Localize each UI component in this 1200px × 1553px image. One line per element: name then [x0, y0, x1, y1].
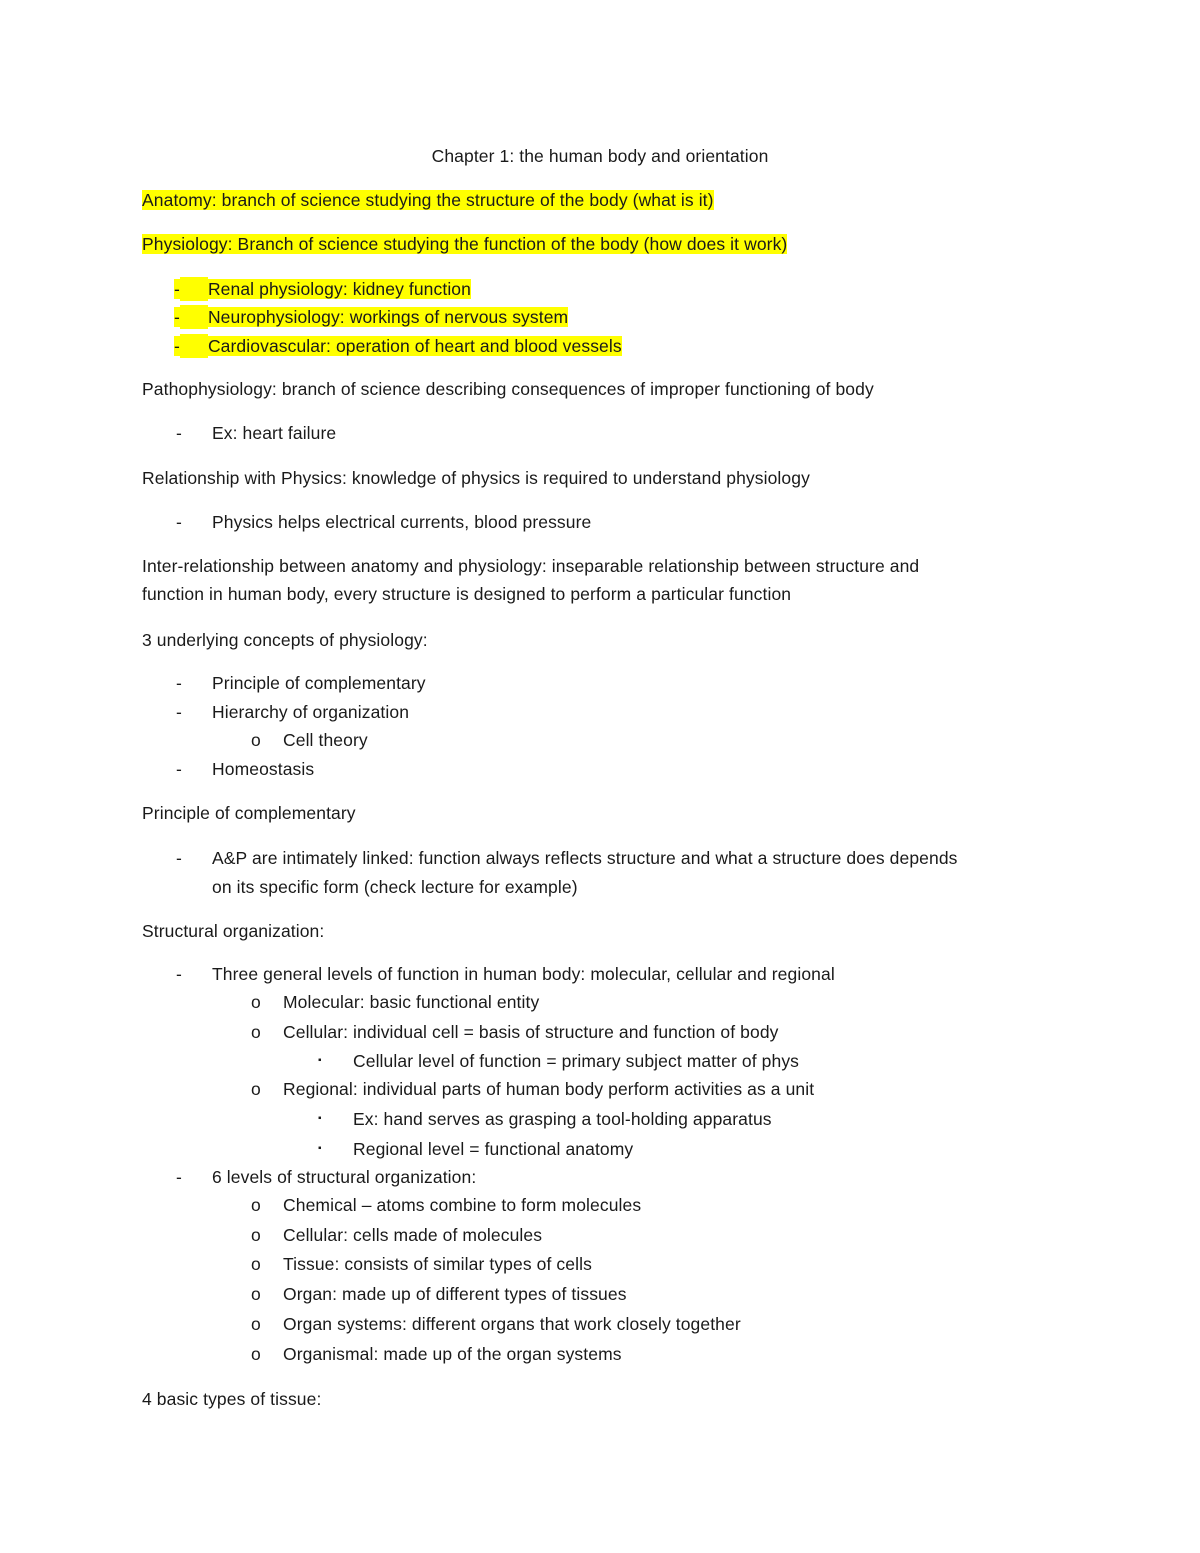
- list-item: Principle of complementary: [212, 673, 426, 693]
- bullet-circle: o: [251, 1079, 261, 1099]
- bullet-circle: o: [251, 1254, 261, 1274]
- concepts-heading: 3 underlying concepts of physiology:: [142, 630, 428, 650]
- list-item: Renal physiology: kidney function: [207, 279, 471, 299]
- list-item: Molecular: basic functional entity: [283, 992, 540, 1012]
- bullet-square: ▪: [318, 1113, 322, 1124]
- bullet-dash: -: [174, 336, 180, 356]
- bullet-dash: -: [176, 964, 182, 984]
- bullet-circle: o: [251, 992, 261, 1012]
- list-item: Organ: made up of different types of tissues: [283, 1284, 627, 1304]
- list-item: Three general levels of function in human body: molecular, cellular and regional: [212, 964, 835, 984]
- bullet-dash: -: [176, 702, 182, 722]
- bullet-circle: o: [251, 1314, 261, 1334]
- list-item: A&P are intimately linked: function always reflects structure and what a structure does depends: [212, 848, 958, 868]
- bullet-circle: o: [251, 1344, 261, 1364]
- list-item: Ex: heart failure: [212, 423, 337, 443]
- bullet-dash: -: [176, 423, 182, 443]
- bullet-circle: o: [251, 1284, 261, 1304]
- bullet-dash: -: [174, 307, 180, 327]
- list-item: Physics helps electrical currents, blood pressure: [212, 512, 592, 532]
- bullet-square: ▪: [318, 1055, 322, 1066]
- list-item: Cell theory: [283, 730, 368, 750]
- complementary-heading: Principle of complementary: [142, 803, 356, 823]
- list-item: Ex: hand serves as grasping a tool-holding apparatus: [353, 1109, 772, 1129]
- bullet-dash: -: [176, 512, 182, 532]
- list-item: Tissue: consists of similar types of cells: [283, 1254, 592, 1274]
- structural-heading: Structural organization:: [142, 921, 325, 941]
- physics-relationship: Relationship with Physics: knowledge of physics is required to understand physiology: [142, 468, 810, 488]
- bullet-dash: -: [174, 279, 180, 299]
- tissue-heading: 4 basic types of tissue:: [142, 1389, 322, 1409]
- list-item: Organismal: made up of the organ systems: [283, 1344, 622, 1364]
- list-item: Cellular: individual cell = basis of structure and function of body: [283, 1022, 779, 1042]
- pathophysiology-definition: Pathophysiology: branch of science describing consequences of improper functioning of body: [142, 379, 874, 399]
- list-item: Cardiovascular: operation of heart and blood vessels: [207, 336, 622, 356]
- interrelationship-paragraph-cont: function in human body, every structure is designed to perform a particular function: [142, 584, 792, 604]
- bullet-circle: o: [251, 1225, 261, 1245]
- list-item: Cellular: cells made of molecules: [283, 1225, 543, 1245]
- physiology-definition: Physiology: Branch of science studying the function of the body (how does it work): [142, 234, 788, 254]
- bullet-square: ▪: [318, 1143, 322, 1154]
- list-item: Neurophysiology: workings of nervous system: [207, 307, 569, 327]
- bullet-dash: -: [176, 759, 182, 779]
- list-item: Hierarchy of organization: [212, 702, 410, 722]
- list-item: Organ systems: different organs that work closely together: [283, 1314, 741, 1334]
- list-item: Regional: individual parts of human body perform activities as a unit: [283, 1079, 815, 1099]
- list-item: Cellular level of function = primary subject matter of phys: [353, 1051, 800, 1071]
- anatomy-definition: Anatomy: branch of science studying the structure of the body (what is it): [142, 190, 714, 210]
- bullet-dash: -: [176, 848, 182, 868]
- bullet-circle: o: [251, 1195, 261, 1215]
- list-item: 6 levels of structural organization:: [212, 1167, 477, 1187]
- interrelationship-paragraph: Inter-relationship between anatomy and physiology: inseparable relationship between structure and: [142, 556, 920, 576]
- bullet-dash: -: [176, 673, 182, 693]
- list-item-cont: on its specific form (check lecture for example): [212, 877, 578, 897]
- list-item: Chemical – atoms combine to form molecules: [283, 1195, 642, 1215]
- list-item: Regional level = functional anatomy: [353, 1139, 634, 1159]
- chapter-title: Chapter 1: the human body and orientation: [431, 146, 769, 166]
- list-item: Homeostasis: [212, 759, 315, 779]
- bullet-dash: -: [176, 1167, 182, 1187]
- bullet-circle: o: [251, 730, 261, 750]
- bullet-circle: o: [251, 1022, 261, 1042]
